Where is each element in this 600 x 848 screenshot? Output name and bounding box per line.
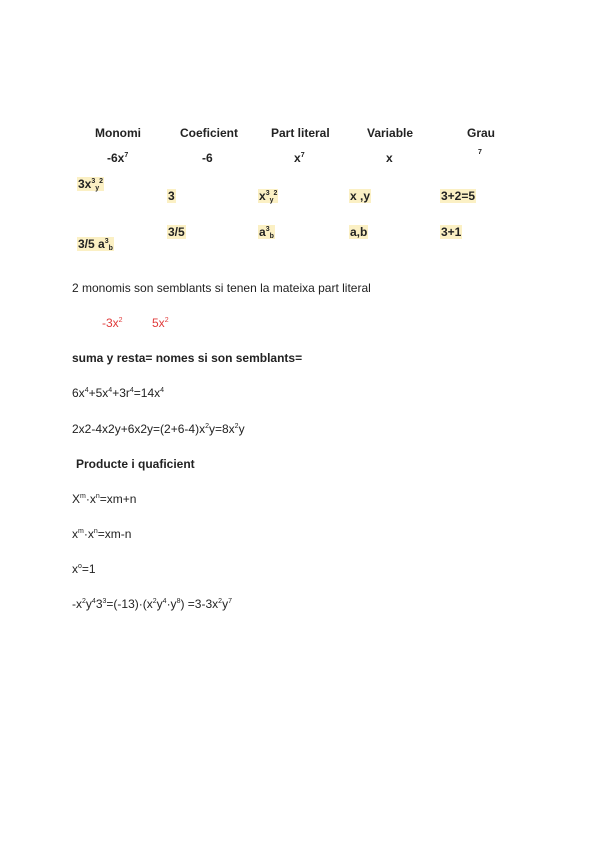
- row1-part-literal: $x^7$: [294, 151, 305, 165]
- rule-quocient: $x^m\cdot x^n=xm-n$: [72, 527, 132, 541]
- equation-resta: $2x2-4x2y+6x2y=(2+6-4)x^2y=8x^2y$: [72, 422, 245, 436]
- row2-variable: x ,y: [350, 189, 371, 203]
- example-monomi-2: $5x^2$: [152, 316, 169, 330]
- header-monomi: Monomi: [95, 126, 141, 140]
- row3-monomi: 3/5 $a^3_b$: [78, 237, 113, 252]
- row3-part-literal: $a^3_b$: [259, 225, 274, 240]
- suma-resta-title: suma y resta= nomes si son semblants=: [72, 351, 303, 365]
- row2-coeficient: 3: [168, 189, 175, 203]
- rule-exponent-zero: $x^o=1$: [72, 562, 96, 576]
- row1-grau: 7: [478, 149, 482, 156]
- row1-coeficient: -6: [202, 151, 213, 165]
- row3-variable: a,b: [350, 225, 368, 239]
- header-part-literal: Part literal: [271, 126, 330, 140]
- equation-suma: $6x^4+5x^4+3r^4=14x^4$: [72, 386, 165, 400]
- header-grau: Grau: [467, 126, 496, 140]
- rule-producte: $X^m\cdot x^n=xm+n$: [72, 492, 137, 506]
- header-variable: Variable: [367, 126, 414, 140]
- row2-monomi: $3x^3_y^2$: [78, 177, 104, 192]
- row1-variable: x: [386, 151, 393, 165]
- example-monomi-1: $-3x^2$: [102, 316, 123, 330]
- equation-producte: $-x^2y^43^3=(-13)\cdot(x^2y^4\cdot y^8) =3-3x^2y^7$: [72, 597, 232, 611]
- row2-grau: 3+2=5: [441, 189, 476, 203]
- row3-coeficient: 3/5: [168, 225, 185, 239]
- row1-monomi: $-6x^7$: [107, 151, 129, 165]
- semblants-definition: 2 monomis son semblants si tenen la mateixa part literal: [72, 281, 371, 295]
- producte-title: Producte i quaficient: [76, 457, 195, 471]
- row2-part-literal: $x^3_y^2$: [259, 189, 278, 204]
- row3-grau: 3+1: [441, 225, 462, 239]
- header-coeficient: Coeficient: [180, 126, 239, 140]
